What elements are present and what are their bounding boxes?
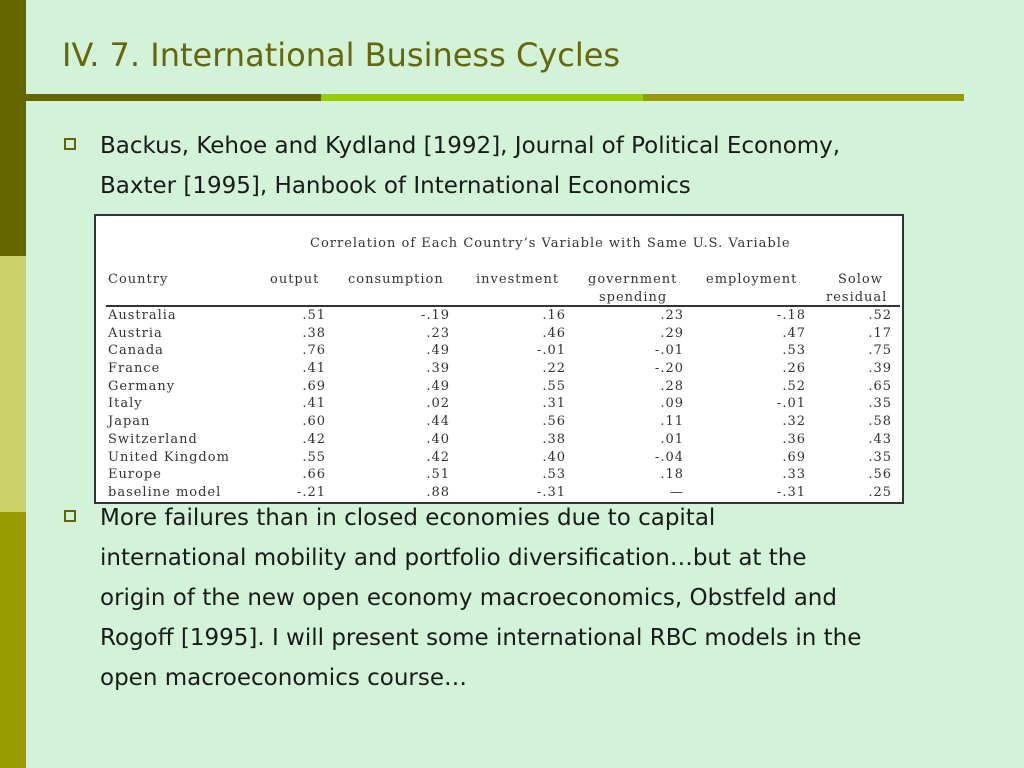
table-cell-value: .69 — [302, 378, 326, 394]
table-heading: Correlation of Each Country’s Variable with Same U.S. Variable — [310, 236, 791, 251]
table-row — [96, 325, 902, 343]
table-cell-value: .51 — [426, 467, 450, 483]
table-cell-value: -.31 — [536, 484, 566, 500]
bullet-2-line-5: open macroeconomics course… — [100, 665, 468, 691]
accent-bar-segment-bottom — [0, 512, 26, 768]
table-cell-value: -.01 — [654, 343, 684, 359]
col-header-investment: investment — [476, 272, 560, 287]
col-header-consumption: consumption — [348, 272, 444, 287]
table-cell-value: .26 — [782, 361, 806, 377]
left-accent-bar — [0, 0, 26, 768]
table-cell-country: Canada — [108, 343, 164, 359]
table-cell-value: .23 — [426, 325, 450, 341]
table-cell-value: .17 — [868, 325, 892, 341]
table-cell-value: .11 — [660, 414, 684, 430]
table-cell-value: .56 — [868, 467, 892, 483]
table-cell-value: .39 — [426, 361, 450, 377]
table-cell-country: Europe — [108, 467, 162, 483]
table-cell-value: .53 — [782, 343, 806, 359]
table-cell-value: .35 — [868, 396, 892, 412]
square-bullet-icon — [64, 138, 76, 150]
underline-segment-3 — [643, 94, 964, 101]
table-row — [96, 395, 902, 413]
table-cell-value: .52 — [868, 308, 892, 323]
bullet-2-line-1: More failures than in closed economies due to capital — [100, 505, 716, 531]
bullet-2-line-3: origin of the new open economy macroeconomics, Obstfeld and — [100, 585, 837, 611]
table-cell-value: .55 — [302, 449, 326, 465]
accent-bar-segment-middle — [0, 256, 26, 512]
bullet-1-line-1: Backus, Kehoe and Kydland [1992], Journal of Political Economy, — [100, 133, 841, 159]
table-cell-value: .01 — [660, 431, 684, 447]
table-cell-country: United Kingdom — [108, 449, 230, 465]
table-cell-value: .38 — [542, 431, 566, 447]
table-row — [96, 307, 902, 325]
bullet-2-line-2: international mobility and portfolio diversification…but at the — [100, 545, 807, 571]
table-cell-value: -.19 — [420, 308, 450, 323]
table-cell-value: .88 — [426, 484, 450, 500]
table-cell-value: .32 — [782, 414, 806, 430]
table-cell-value: -.31 — [776, 484, 806, 500]
col-header-solow: Solow — [838, 272, 883, 287]
table-cell-value: .41 — [302, 361, 326, 377]
table-cell-country: Japan — [108, 414, 151, 430]
col-header-output: output — [270, 272, 320, 287]
table-cell-value: .40 — [426, 431, 450, 447]
table-cell-value: .53 — [542, 467, 566, 483]
col-header-government: government — [588, 272, 678, 287]
table-cell-value: .58 — [868, 414, 892, 430]
table-cell-country: Italy — [108, 396, 143, 412]
table-cell-value: .16 — [542, 308, 566, 323]
table-cell-value: .52 — [782, 378, 806, 394]
col-header-employment: employment — [706, 272, 798, 287]
table-cell-country: Austria — [108, 325, 163, 341]
table-cell-value: .47 — [782, 325, 806, 341]
table-cell-value: .18 — [660, 467, 684, 483]
table-cell-country: Switzerland — [108, 431, 198, 447]
table-row — [96, 342, 902, 360]
underline-segment-2 — [321, 94, 643, 101]
table-cell-value: .60 — [302, 414, 326, 430]
table-cell-value: .43 — [868, 431, 892, 447]
table-cell-value: .22 — [542, 361, 566, 377]
table-cell-value: .51 — [302, 308, 326, 323]
slide-title: IV. 7. International Business Cycles — [62, 36, 621, 74]
title-underline — [26, 94, 964, 101]
table-cell-value: .36 — [782, 431, 806, 447]
bullet-2-text — [100, 498, 861, 698]
col-header-spending: spending — [599, 290, 668, 305]
table-cell-value: .56 — [542, 414, 566, 430]
table-cell-value: .25 — [868, 484, 892, 500]
table-cell-value: -.01 — [776, 396, 806, 412]
table-row — [96, 378, 902, 396]
bullet-1-text — [100, 126, 840, 206]
table-cell-value: .31 — [542, 396, 566, 412]
underline-segment-1 — [26, 94, 321, 101]
table-cell-country: baseline model — [108, 484, 222, 500]
table-cell-value: .75 — [868, 343, 892, 359]
table-row — [96, 449, 902, 467]
bullet-1-line-2: Baxter [1995], Hanbook of International Economics — [100, 173, 691, 199]
table-cell-value: .40 — [542, 449, 566, 465]
table-cell-value: .09 — [660, 396, 684, 412]
table-cell-value: .42 — [426, 449, 450, 465]
table-cell-value: .46 — [542, 325, 566, 341]
table-cell-value: .65 — [868, 378, 892, 394]
table-cell-value: .49 — [426, 378, 450, 394]
table-cell-value: -.01 — [536, 343, 566, 359]
table-row — [96, 360, 902, 378]
table-cell-value: .49 — [426, 343, 450, 359]
col-header-residual: residual — [826, 290, 888, 305]
table-cell-value: — — [670, 484, 684, 500]
table-cell-value: .28 — [660, 378, 684, 394]
bullet-2-line-4: Rogoff [1995]. I will present some international RBC models in the — [100, 625, 862, 651]
table-cell-value: .02 — [426, 396, 450, 412]
table-cell-country: France — [108, 361, 161, 377]
square-bullet-icon — [64, 510, 76, 522]
accent-bar-segment-top — [0, 0, 26, 256]
table-cell-value: -.20 — [654, 361, 684, 377]
table-cell-value: .39 — [868, 361, 892, 377]
col-header-country: Country — [108, 272, 169, 287]
table-cell-value: -.18 — [776, 308, 806, 323]
correlation-table-image — [94, 214, 904, 504]
table-row — [96, 484, 902, 502]
table-row — [96, 466, 902, 484]
table-cell-value: .76 — [302, 343, 326, 359]
table-cell-value: .44 — [426, 414, 450, 430]
table-row — [96, 413, 902, 431]
table-cell-value: .23 — [660, 308, 684, 323]
table-cell-country: Australia — [108, 308, 177, 323]
table-row — [96, 431, 902, 449]
table-cell-value: .66 — [302, 467, 326, 483]
table-cell-value: .29 — [660, 325, 684, 341]
table-cell-value: .41 — [302, 396, 326, 412]
table-cell-value: .38 — [302, 325, 326, 341]
table-cell-value: .69 — [782, 449, 806, 465]
table-cell-value: -.04 — [654, 449, 684, 465]
table-cell-value: -.21 — [296, 484, 326, 500]
table-cell-value: .55 — [542, 378, 566, 394]
table-cell-value: .35 — [868, 449, 892, 465]
table-cell-value: .33 — [782, 467, 806, 483]
table-body — [96, 307, 902, 502]
table-cell-value: .42 — [302, 431, 326, 447]
table-cell-country: Germany — [108, 378, 176, 394]
